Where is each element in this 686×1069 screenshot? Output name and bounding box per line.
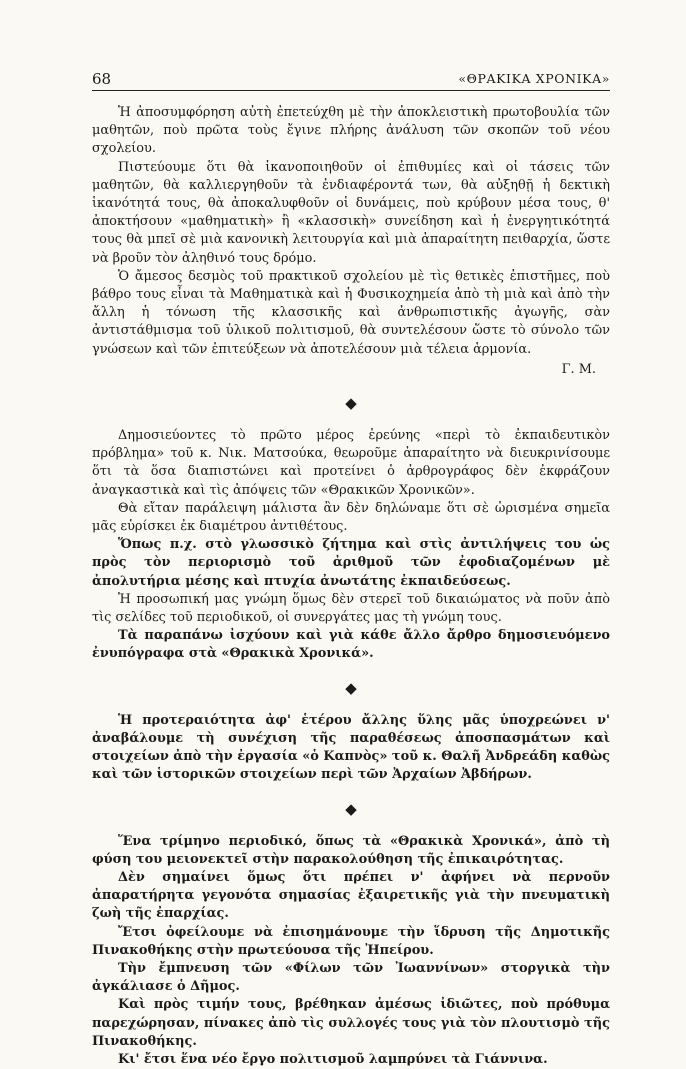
paragraph-bold: Ἡ προτεραιότητα ἀφ' ἑτέρου ἄλλης ὕλης μᾶς ὑποχρεώνει ν' ἀναβάλουμε τὴ συνέχιση τῆς παραθέσεως ἀποσπασμάτων καὶ στοιχείων ἀπὸ τὴν ἐργασία «ὁ Καπνὸς» τοῦ κ. Θαλῆ Ἀνδρεάδη καθὼς καὶ τῶν ἱστορικῶν στοιχείων περὶ τῶν Ἀρχαίων Ἀβδήρων. <box>92 712 610 785</box>
author-signature: Γ. Μ. <box>92 361 610 379</box>
paragraph: Θὰ εἴταν παράλειψη μάλιστα ἂν δὲν δηλώναμε ὅτι σὲ ὡρισμένα σημεῖα μᾶς εὑρίσκει ἐκ διαμέτρου ἀντιθέτους. <box>92 500 610 536</box>
section-4 <box>92 833 610 1069</box>
article-body <box>92 104 610 1069</box>
paragraph: Πιστεύουμε ὅτι θὰ ἱκανοποιηθοῦν οἱ ἐπιθυμίες καὶ οἱ τάσεις τῶν μαθητῶν, θὰ καλλιεργηθοῦν τὰ ἐνδιαφέροντά των, θὰ αὐξηθῇ ἡ δεκτικὴ ἱκανότητά τους, θὰ ἀποκαλυφθοῦν οἱ δυνάμεις, ποὺ κρύβουν μέσα τους, θ' ἀποκτήσουν «μαθηματικὴ» ἢ «κλασσικὴ» συνείδηση καὶ ἡ ἐνεργητικότητά τους θὰ μπεῖ σὲ μιὰ κανονικὴ λειτουργία καὶ μιὰ ἀπαραίτητη πειθαρχία, ὥστε νὰ βροῦν τὸν ἀληθινό τους δρόμο. <box>92 159 610 268</box>
section-1 <box>92 104 610 379</box>
section-3 <box>92 712 610 785</box>
page-number: 68 <box>92 70 111 88</box>
section-divider-icon: ◆ <box>92 799 610 819</box>
page-header <box>92 70 610 91</box>
section-2 <box>92 427 610 664</box>
paragraph-bold: Ἕνα τρίμηνο περιοδικό, ὅπως τὰ «Θρακικὰ Χρονικά», ἀπὸ τὴ φύση του μειονεκτεῖ στὴν παρακολούθηση τῆς ἐπικαιρότητας. <box>92 833 610 869</box>
paragraph-bold: Δὲν σημαίνει ὅμως ὅτι πρέπει ν' ἀφήνει νὰ περνοῦν ἀπαρατήρητα γεγονότα σημασίας ἐξαιρετικῆς γιὰ τὴν πνευματικὴ ζωὴ τῆς ἐπαρχίας. <box>92 869 610 924</box>
paragraph-bold: Καὶ πρὸς τιμήν τους, βρέθηκαν ἀμέσως ἰδιῶτες, ποὺ πρόθυμα παρεχώρησαν, πίνακες ἀπὸ τὶς συλλογές τους γιὰ τὸν πλουτισμὸ τῆς Πινακοθήκης. <box>92 996 610 1051</box>
paragraph-bold: Τὰ παραπάνω ἰσχύουν καὶ γιὰ κάθε ἄλλο ἄρθρο δημοσιευόμενο ἐνυπόγραφα στὰ «Θρακικὰ Χρονικά». <box>92 627 610 663</box>
section-divider-icon: ◆ <box>92 393 610 413</box>
paragraph-bold: Ἔτσι ὀφείλουμε νὰ ἐπισημάνουμε τὴν ἵδρυση τῆς Δημοτικῆς Πινακοθήκης στὴν πρωτεύουσα τῆς Ἠπείρου. <box>92 924 610 960</box>
paragraph: Ἡ προσωπική μας γνώμη ὅμως δὲν στερεῖ τοῦ δικαιώματος νὰ ποῦν ἀπὸ τὶς σελίδες τοῦ περιοδικοῦ, οἱ συνεργάτες μας τὴ γνώμη τους. <box>92 591 610 627</box>
paragraph: Ὁ ἄμεσος δεσμὸς τοῦ πρακτικοῦ σχολείου μὲ τὶς θετικὲς ἐπιστῆμες, ποὺ βάθρο τους εἶναι τὰ Μαθηματικὰ καὶ ἡ Φυσικοχημεία ἀπὸ τὴ μιὰ καὶ ἀπὸ τὴν ἄλλη ἡ τόνωση τῆς κλασσικῆς καὶ ἀνθρωπιστικῆς ἀγωγῆς, σὰν ἀντιστάθμισμα τοῦ ὑλικοῦ πολιτισμοῦ, θὰ συντελέσουν ὥστε τὸ σύνολο τῶν γνώσεων καὶ τῶν ἐπιτεύξεων νὰ ἀποτελέσουν μιὰ τέλεια ἁρμονία. <box>92 268 610 359</box>
paragraph-bold: Τὴν ἔμπνευση τῶν «Φίλων τῶν Ἰωαννίνων» στοργικὰ τὴν ἀγκάλιασε ὁ Δῆμος. <box>92 960 610 996</box>
section-divider-icon: ◆ <box>92 678 610 698</box>
paragraph-bold: Κι' ἔτσι ἕνα νέο ἔργο πολιτισμοῦ λαμπρύνει τὰ Γιάννινα. <box>92 1051 610 1069</box>
paragraph-bold: Ὅπως π.χ. στὸ γλωσσικὸ ζήτημα καὶ στὶς ἀντιλήψεις του ὡς πρὸς τὸν περιορισμὸ τοῦ ἀριθμοῦ τῶν ἐφοδιαζομένων μὲ ἀπολυτήρια μέσης καὶ πτυχία ἀνωτάτης ἐκπαιδεύσεως. <box>92 536 610 591</box>
paragraph: Ἡ ἀποσυμφόρηση αὐτὴ ἐπετεύχθη μὲ τὴν ἀποκλειστικὴ πρωτοβουλία τῶν μαθητῶν, ποὺ πρῶτα τοὺς ἔγινε πλήρης ἀνάλυση τῶν σκοπῶν τοῦ νέου σχολείου. <box>92 104 610 159</box>
running-title: «ΘΡΑΚΙΚΑ ΧΡΟΝΙΚΑ» <box>458 71 610 86</box>
paragraph: Δημοσιεύοντες τὸ πρῶτο μέρος ἐρεύνης «περὶ τὸ ἐκπαιδευτικὸν πρόβλημα» τοῦ κ. Νικ. Ματσούκα, θεωροῦμε ἀπαραίτητο νὰ διευκρινίσουμε ὅτι τὰ ὅσα διαπιστώνει καὶ προτείνει ὁ ἀρθρογράφος δὲν ἐκφράζουν ἀναγκαστικὰ καὶ τὶς ἀπόψεις τῶν «Θρακικῶν Χρονικῶν». <box>92 427 610 500</box>
